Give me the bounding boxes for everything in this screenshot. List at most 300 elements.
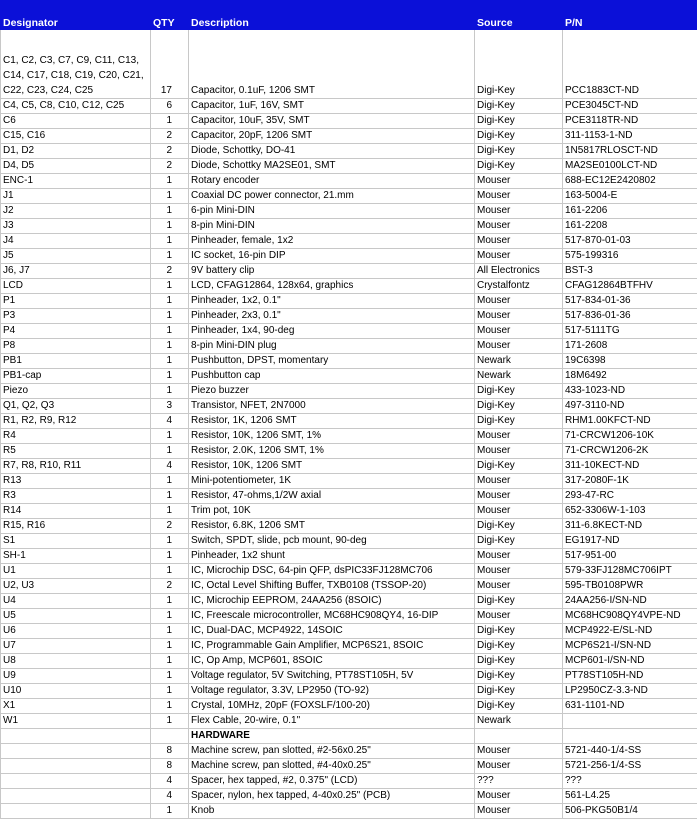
table-row xyxy=(1,804,697,819)
designator-cell: Piezo xyxy=(1,384,151,399)
table-row xyxy=(1,774,697,789)
source-cell: Mouser xyxy=(475,204,563,219)
description-cell: Pinheader, 2x3, 0.1" xyxy=(189,309,475,324)
description-cell: Spacer, hex tapped, #2, 0.375" (LCD) xyxy=(189,774,475,789)
source-cell: Digi-Key xyxy=(475,129,563,144)
qty-cell: 2 xyxy=(151,264,189,279)
source-cell: Digi-Key xyxy=(475,639,563,654)
pn-cell: BST-3 xyxy=(563,264,697,279)
qty-cell: 1 xyxy=(151,684,189,699)
qty-cell: 1 xyxy=(151,204,189,219)
qty-cell: 1 xyxy=(151,249,189,264)
designator-cell: J6, J7 xyxy=(1,264,151,279)
pn-cell: 311-6.8KECT-ND xyxy=(563,519,697,534)
pn-cell: 561-L4.25 xyxy=(563,789,697,804)
description-cell: 9V battery clip xyxy=(189,264,475,279)
source-cell: Digi-Key xyxy=(475,669,563,684)
pn-cell: 5721-256-1/4-SS xyxy=(563,759,697,774)
table-row xyxy=(1,384,697,399)
table-row xyxy=(1,444,697,459)
description-cell: Coaxial DC power connector, 21.mm xyxy=(189,189,475,204)
table-row xyxy=(1,534,697,549)
description-cell: Capacitor, 0.1uF, 1206 SMT xyxy=(189,30,475,99)
table-row xyxy=(1,624,697,639)
description-cell: Diode, Schottky, DO-41 xyxy=(189,144,475,159)
table-row xyxy=(1,639,697,654)
designator-cell: C1, C2, C3, C7, C9, C11, C13, C14, C17, C18, C19, C20, C21, C22, C23, C24, C25 xyxy=(1,30,151,99)
source-cell: Mouser xyxy=(475,474,563,489)
qty-cell: 1 xyxy=(151,639,189,654)
qty-cell: 1 xyxy=(151,534,189,549)
qty-cell: 2 xyxy=(151,159,189,174)
table-row xyxy=(1,309,697,324)
designator-cell: J2 xyxy=(1,204,151,219)
designator-cell: U8 xyxy=(1,654,151,669)
header-source: Source xyxy=(475,1,563,30)
qty-cell: 2 xyxy=(151,519,189,534)
pn-cell: 595-TB0108PWR xyxy=(563,579,697,594)
table-row xyxy=(1,114,697,129)
pn-cell: MCP4922-E/SL-ND xyxy=(563,624,697,639)
designator-cell: Q1, Q2, Q3 xyxy=(1,399,151,414)
table-row xyxy=(1,144,697,159)
description-cell: Trim pot, 10K xyxy=(189,504,475,519)
pn-cell: 163-5004-E xyxy=(563,189,697,204)
designator-cell: U2, U3 xyxy=(1,579,151,594)
designator-cell xyxy=(1,759,151,774)
table-row xyxy=(1,369,697,384)
description-cell: Pinheader, 1x2, 0.1" xyxy=(189,294,475,309)
pn-cell: PCC1883CT-ND xyxy=(563,30,697,99)
pn-cell: 517-951-00 xyxy=(563,549,697,564)
designator-cell: PB1 xyxy=(1,354,151,369)
pn-cell: LP2950CZ-3.3-ND xyxy=(563,684,697,699)
qty-cell: 1 xyxy=(151,354,189,369)
table-row xyxy=(1,579,697,594)
designator-cell: C15, C16 xyxy=(1,129,151,144)
table-row xyxy=(1,489,697,504)
designator-cell: ENC-1 xyxy=(1,174,151,189)
qty-cell: 4 xyxy=(151,774,189,789)
qty-cell: 8 xyxy=(151,744,189,759)
source-cell: Digi-Key xyxy=(475,114,563,129)
description-cell: Voltage regulator, 3.3V, LP2950 (TO-92) xyxy=(189,684,475,699)
description-cell: Machine screw, pan slotted, #4-40x0.25" xyxy=(189,759,475,774)
description-cell: IC, Dual-DAC, MCP4922, 14SOIC xyxy=(189,624,475,639)
pn-cell: 5721-440-1/4-SS xyxy=(563,744,697,759)
designator-cell: PB1-cap xyxy=(1,369,151,384)
source-cell: Mouser xyxy=(475,219,563,234)
source-cell: Digi-Key xyxy=(475,624,563,639)
designator-cell: C4, C5, C8, C10, C12, C25 xyxy=(1,99,151,114)
designator-cell: J3 xyxy=(1,219,151,234)
description-cell: Transistor, NFET, 2N7000 xyxy=(189,399,475,414)
qty-cell: 1 xyxy=(151,429,189,444)
qty-cell: 1 xyxy=(151,189,189,204)
table-row xyxy=(1,549,697,564)
qty-cell: 1 xyxy=(151,654,189,669)
designator-cell: U5 xyxy=(1,609,151,624)
description-cell: Crystal, 10MHz, 20pF (FOXSLF/100-20) xyxy=(189,699,475,714)
qty-cell: 1 xyxy=(151,594,189,609)
designator-cell: J4 xyxy=(1,234,151,249)
qty-cell: 2 xyxy=(151,579,189,594)
source-cell: Digi-Key xyxy=(475,384,563,399)
description-cell: IC, Microchip DSC, 64-pin QFP, dsPIC33FJ128MC706 xyxy=(189,564,475,579)
designator-cell: U9 xyxy=(1,669,151,684)
qty-cell: 1 xyxy=(151,474,189,489)
designator-cell: D1, D2 xyxy=(1,144,151,159)
source-cell: Mouser xyxy=(475,234,563,249)
designator-cell: R5 xyxy=(1,444,151,459)
source-cell: Mouser xyxy=(475,429,563,444)
pn-cell: RHM1.00KFCT-ND xyxy=(563,414,697,429)
pn-cell: 433-1023-ND xyxy=(563,384,697,399)
description-cell: Pushbutton cap xyxy=(189,369,475,384)
source-cell: Mouser xyxy=(475,249,563,264)
description-cell: IC, Programmable Gain Amplifier, MCP6S21, 8SOIC xyxy=(189,639,475,654)
table-row xyxy=(1,564,697,579)
description-cell: Pinheader, female, 1x2 xyxy=(189,234,475,249)
pn-cell: 517-870-01-03 xyxy=(563,234,697,249)
description-cell: Voltage regulator, 5V Switching, PT78ST105H, 5V xyxy=(189,669,475,684)
designator-cell: U6 xyxy=(1,624,151,639)
description-cell: 8-pin Mini-DIN xyxy=(189,219,475,234)
description-cell: Capacitor, 10uF, 35V, SMT xyxy=(189,114,475,129)
pn-cell: 517-836-01-36 xyxy=(563,309,697,324)
designator-cell: U7 xyxy=(1,639,151,654)
pn-cell: 311-10KECT-ND xyxy=(563,459,697,474)
description-cell: Resistor, 1K, 1206 SMT xyxy=(189,414,475,429)
qty-cell: 1 xyxy=(151,624,189,639)
source-cell: Digi-Key xyxy=(475,699,563,714)
designator-cell: R1, R2, R9, R12 xyxy=(1,414,151,429)
designator-cell: R14 xyxy=(1,504,151,519)
source-cell: Digi-Key xyxy=(475,144,563,159)
table-row xyxy=(1,354,697,369)
description-cell: Capacitor, 1uF, 16V, SMT xyxy=(189,99,475,114)
description-cell: IC socket, 16-pin DIP xyxy=(189,249,475,264)
table-row xyxy=(1,399,697,414)
description-cell: Knob xyxy=(189,804,475,819)
source-cell xyxy=(475,729,563,744)
table-row xyxy=(1,159,697,174)
source-cell: Mouser xyxy=(475,564,563,579)
pn-cell: CFAG12864BTFHV xyxy=(563,279,697,294)
source-cell: Digi-Key xyxy=(475,684,563,699)
table-row xyxy=(1,699,697,714)
qty-cell: 1 xyxy=(151,114,189,129)
designator-cell: R15, R16 xyxy=(1,519,151,534)
pn-cell: 506-PKG50B1/4 xyxy=(563,804,697,819)
table-row xyxy=(1,519,697,534)
source-cell: Digi-Key xyxy=(475,519,563,534)
pn-cell: PCE3045CT-ND xyxy=(563,99,697,114)
description-cell: Rotary encoder xyxy=(189,174,475,189)
pn-cell: 317-2080F-1K xyxy=(563,474,697,489)
table-row xyxy=(1,129,697,144)
description-cell: Pushbutton, DPST, momentary xyxy=(189,354,475,369)
qty-cell: 1 xyxy=(151,324,189,339)
table-row xyxy=(1,219,697,234)
source-cell: Digi-Key xyxy=(475,654,563,669)
table-row xyxy=(1,189,697,204)
designator-cell: LCD xyxy=(1,279,151,294)
source-cell: Mouser xyxy=(475,174,563,189)
pn-cell: 171-2608 xyxy=(563,339,697,354)
pn-cell: 652-3306W-1-103 xyxy=(563,504,697,519)
description-cell: 8-pin Mini-DIN plug xyxy=(189,339,475,354)
designator-cell xyxy=(1,804,151,819)
description-cell: Pinheader, 1x2 shunt xyxy=(189,549,475,564)
pn-cell: 293-47-RC xyxy=(563,489,697,504)
table-row xyxy=(1,684,697,699)
qty-cell: 1 xyxy=(151,174,189,189)
qty-cell: 1 xyxy=(151,669,189,684)
description-cell: Resistor, 6.8K, 1206 SMT xyxy=(189,519,475,534)
qty-cell xyxy=(151,729,189,744)
table-row xyxy=(1,789,697,804)
pn-cell: 579-33FJ128MC706IPT xyxy=(563,564,697,579)
table-row xyxy=(1,99,697,114)
pn-cell: PCE3118TR-ND xyxy=(563,114,697,129)
source-cell: Newark xyxy=(475,354,563,369)
qty-cell: 1 xyxy=(151,549,189,564)
description-cell: Diode, Schottky MA2SE01, SMT xyxy=(189,159,475,174)
qty-cell: 17 xyxy=(151,30,189,99)
qty-cell: 1 xyxy=(151,234,189,249)
description-cell: Piezo buzzer xyxy=(189,384,475,399)
description-cell: Resistor, 10K, 1206 SMT, 1% xyxy=(189,429,475,444)
qty-cell: 1 xyxy=(151,564,189,579)
description-cell: Resistor, 47-ohms,1/2W axial xyxy=(189,489,475,504)
pn-cell: MC68HC908QY4VPE-ND xyxy=(563,609,697,624)
designator-cell: X1 xyxy=(1,699,151,714)
pn-cell: MCP601-I/SN-ND xyxy=(563,654,697,669)
qty-cell: 6 xyxy=(151,99,189,114)
pn-cell: 575-199316 xyxy=(563,249,697,264)
source-cell: Mouser xyxy=(475,549,563,564)
qty-cell: 4 xyxy=(151,414,189,429)
table-row xyxy=(1,264,697,279)
designator-cell: P4 xyxy=(1,324,151,339)
designator-cell: R4 xyxy=(1,429,151,444)
qty-cell: 1 xyxy=(151,504,189,519)
table-row xyxy=(1,654,697,669)
pn-cell: 631-1101-ND xyxy=(563,699,697,714)
designator-cell: R3 xyxy=(1,489,151,504)
designator-cell: C6 xyxy=(1,114,151,129)
pn-cell: MA2SE0100LCT-ND xyxy=(563,159,697,174)
qty-cell: 1 xyxy=(151,294,189,309)
qty-cell: 1 xyxy=(151,714,189,729)
description-cell: Switch, SPDT, slide, pcb mount, 90-deg xyxy=(189,534,475,549)
description-cell: Capacitor, 20pF, 1206 SMT xyxy=(189,129,475,144)
designator-cell: W1 xyxy=(1,714,151,729)
description-cell: Resistor, 2.0K, 1206 SMT, 1% xyxy=(189,444,475,459)
pn-cell: 311-1153-1-ND xyxy=(563,129,697,144)
source-cell: Digi-Key xyxy=(475,459,563,474)
pn-cell xyxy=(563,714,697,729)
source-cell: Digi-Key xyxy=(475,30,563,99)
qty-cell: 1 xyxy=(151,279,189,294)
description-cell: IC, Microchip EEPROM, 24AA256 (8SOIC) xyxy=(189,594,475,609)
source-cell: Mouser xyxy=(475,789,563,804)
description-cell: Machine screw, pan slotted, #2-56x0.25" xyxy=(189,744,475,759)
description-cell: Flex Cable, 20-wire, 0.1" xyxy=(189,714,475,729)
designator-cell: J1 xyxy=(1,189,151,204)
designator-cell xyxy=(1,744,151,759)
designator-cell: SH-1 xyxy=(1,549,151,564)
source-cell: Mouser xyxy=(475,744,563,759)
qty-cell: 3 xyxy=(151,399,189,414)
table-row xyxy=(1,459,697,474)
qty-cell: 1 xyxy=(151,309,189,324)
designator-cell: P8 xyxy=(1,339,151,354)
table-row xyxy=(1,504,697,519)
table-row xyxy=(1,609,697,624)
designator-cell xyxy=(1,774,151,789)
table-row xyxy=(1,204,697,219)
qty-cell: 1 xyxy=(151,609,189,624)
source-cell: Digi-Key xyxy=(475,99,563,114)
source-cell: Digi-Key xyxy=(475,534,563,549)
source-cell: Mouser xyxy=(475,579,563,594)
source-cell: Newark xyxy=(475,369,563,384)
pn-cell: EG1917-ND xyxy=(563,534,697,549)
designator-cell: U4 xyxy=(1,594,151,609)
pn-cell: PT78ST105H-ND xyxy=(563,669,697,684)
header-pn: P/N xyxy=(563,1,697,30)
table-row xyxy=(1,744,697,759)
designator-cell: P1 xyxy=(1,294,151,309)
source-cell: All Electronics xyxy=(475,264,563,279)
pn-cell xyxy=(563,729,697,744)
pn-cell: 18M6492 xyxy=(563,369,697,384)
source-cell: Mouser xyxy=(475,489,563,504)
designator-cell xyxy=(1,789,151,804)
source-cell: Digi-Key xyxy=(475,159,563,174)
qty-cell: 4 xyxy=(151,789,189,804)
qty-cell: 1 xyxy=(151,219,189,234)
description-cell: Resistor, 10K, 1206 SMT xyxy=(189,459,475,474)
table-row xyxy=(1,474,697,489)
header-row xyxy=(1,1,697,30)
table-row xyxy=(1,594,697,609)
designator-cell: U1 xyxy=(1,564,151,579)
pn-cell: MCP6S21-I/SN-ND xyxy=(563,639,697,654)
description-cell: HARDWARE xyxy=(189,729,475,744)
designator-cell: J5 xyxy=(1,249,151,264)
bom-body xyxy=(1,30,697,819)
pn-cell: 517-834-01-36 xyxy=(563,294,697,309)
pn-cell: 517-5111TG xyxy=(563,324,697,339)
pn-cell: 497-3110-ND xyxy=(563,399,697,414)
table-row xyxy=(1,294,697,309)
table-row xyxy=(1,339,697,354)
description-cell: Mini-potentiometer, 1K xyxy=(189,474,475,489)
description-cell: 6-pin Mini-DIN xyxy=(189,204,475,219)
description-cell: IC, Octal Level Shifting Buffer, TXB0108 (TSSOP-20) xyxy=(189,579,475,594)
source-cell: Mouser xyxy=(475,504,563,519)
description-cell: IC, Op Amp, MCP601, 8SOIC xyxy=(189,654,475,669)
pn-cell: ??? xyxy=(563,774,697,789)
pn-cell: 71-CRCW1206-10K xyxy=(563,429,697,444)
pn-cell: 161-2206 xyxy=(563,204,697,219)
source-cell: Mouser xyxy=(475,609,563,624)
table-row xyxy=(1,234,697,249)
table-row xyxy=(1,30,697,99)
qty-cell: 1 xyxy=(151,804,189,819)
designator-cell: D4, D5 xyxy=(1,159,151,174)
source-cell: Mouser xyxy=(475,324,563,339)
pn-cell: 24AA256-I/SN-ND xyxy=(563,594,697,609)
table-row xyxy=(1,174,697,189)
pn-cell: 1N5817RLOSCT-ND xyxy=(563,144,697,159)
designator-cell: U10 xyxy=(1,684,151,699)
pn-cell: 161-2208 xyxy=(563,219,697,234)
source-cell: Mouser xyxy=(475,309,563,324)
source-cell: Mouser xyxy=(475,339,563,354)
description-cell: IC, Freescale microcontroller, MC68HC908QY4, 16-DIP xyxy=(189,609,475,624)
qty-cell: 4 xyxy=(151,459,189,474)
qty-cell: 1 xyxy=(151,339,189,354)
source-cell: Digi-Key xyxy=(475,399,563,414)
designator-cell: R7, R8, R10, R11 xyxy=(1,459,151,474)
source-cell: Mouser xyxy=(475,294,563,309)
table-row xyxy=(1,759,697,774)
header-designator: Designator xyxy=(1,1,151,30)
table-row xyxy=(1,414,697,429)
table-row xyxy=(1,429,697,444)
table-row xyxy=(1,714,697,729)
source-cell: Mouser xyxy=(475,444,563,459)
table-row xyxy=(1,669,697,684)
description-cell: Spacer, nylon, hex tapped, 4-40x0.25" (PCB) xyxy=(189,789,475,804)
source-cell: Mouser xyxy=(475,804,563,819)
source-cell: Crystalfontz xyxy=(475,279,563,294)
qty-cell: 8 xyxy=(151,759,189,774)
qty-cell: 1 xyxy=(151,444,189,459)
designator-cell: S1 xyxy=(1,534,151,549)
header-description: Description xyxy=(189,1,475,30)
qty-cell: 1 xyxy=(151,369,189,384)
source-cell: Mouser xyxy=(475,189,563,204)
table-row xyxy=(1,324,697,339)
qty-cell: 2 xyxy=(151,144,189,159)
pn-cell: 19C6398 xyxy=(563,354,697,369)
description-cell: Pinheader, 1x4, 90-deg xyxy=(189,324,475,339)
table-row xyxy=(1,279,697,294)
source-cell: Digi-Key xyxy=(475,594,563,609)
qty-cell: 1 xyxy=(151,384,189,399)
table-row xyxy=(1,729,697,744)
pn-cell: 71-CRCW1206-2K xyxy=(563,444,697,459)
source-cell: ??? xyxy=(475,774,563,789)
description-cell: LCD, CFAG12864, 128x64, graphics xyxy=(189,279,475,294)
source-cell: Digi-Key xyxy=(475,414,563,429)
source-cell: Newark xyxy=(475,714,563,729)
designator-cell: R13 xyxy=(1,474,151,489)
source-cell: Mouser xyxy=(475,759,563,774)
designator-cell xyxy=(1,729,151,744)
qty-cell: 1 xyxy=(151,699,189,714)
qty-cell: 2 xyxy=(151,129,189,144)
header-qty: QTY xyxy=(151,1,189,30)
pn-cell: 688-EC12E2420802 xyxy=(563,174,697,189)
table-row xyxy=(1,249,697,264)
qty-cell: 1 xyxy=(151,489,189,504)
